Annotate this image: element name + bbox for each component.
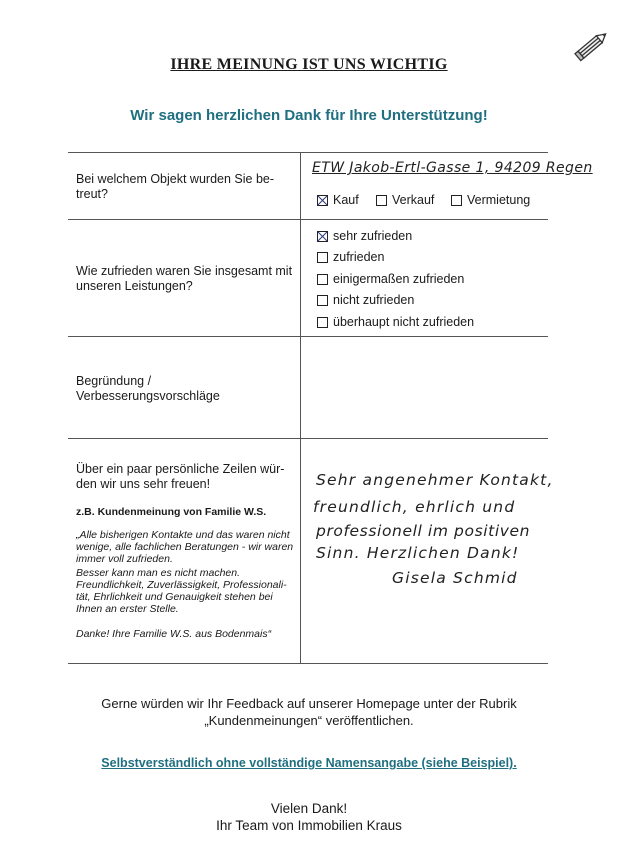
row-divider (68, 219, 548, 220)
option-vermietung[interactable] (451, 193, 530, 207)
checkbox-checked[interactable] (317, 195, 328, 206)
option-label: überhaupt nicht zufrieden (333, 315, 475, 329)
option-zufrieden[interactable] (317, 250, 384, 264)
handwritten-line: freundlich, ehrlich und (313, 498, 516, 516)
example-heading: z.B. Kundenmeinung von Familie W.S. (76, 506, 267, 518)
handwritten-signature: Gisela Schmid (392, 569, 518, 587)
option-einigermassen-zufrieden[interactable] (317, 272, 464, 286)
question-personal-lines: Über ein paar persönliche Zeilen wür-den wir uns sehr freuen! (76, 462, 285, 491)
option-label: Vermietung (467, 193, 531, 207)
example-text: Besser kann man es nicht machen. (76, 567, 241, 579)
handwritten-line: Sehr angenehmer Kontakt, (316, 471, 554, 489)
pencil-icon (570, 24, 614, 68)
table-border-bottom (68, 663, 548, 664)
reasoning-answer-area[interactable] (304, 340, 546, 434)
page-title: IHRE MEINUNG IST UNS WICHTIG (170, 56, 448, 73)
question-reasoning: Begründung / Verbesserungsvorschläge (76, 374, 220, 403)
option-label: sehr zufrieden (333, 229, 413, 243)
subtitle: Wir sagen herzlichen Dank für Ihre Unterstützung! (130, 107, 488, 124)
option-label: nicht zufrieden (333, 293, 415, 307)
checkbox[interactable] (376, 195, 387, 206)
row-divider (68, 336, 548, 337)
option-label: Verkauf (392, 193, 435, 207)
checkbox-checked[interactable] (317, 231, 328, 242)
option-sehr-zufrieden[interactable] (317, 229, 412, 243)
checkbox[interactable] (317, 317, 328, 328)
checkbox[interactable] (317, 252, 328, 263)
example-signoff: Danke! Ihre Familie W.S. aus Bodenmais“ (76, 628, 272, 640)
handwritten-line: professionell im positiven (316, 522, 531, 540)
anonymity-note: Selbstverständlich ohne vollständige Namensangabe (siehe Beispiel). (101, 756, 517, 770)
checkbox[interactable] (451, 195, 462, 206)
option-label: zufrieden (333, 250, 385, 264)
checkbox[interactable] (317, 295, 328, 306)
table-border-top (68, 152, 548, 153)
column-divider (300, 152, 301, 663)
feedback-line: Gerne würden wir Ihr Feedback auf unserer Homepage unter der Rubrik (101, 696, 517, 711)
example-text: „Alle bisherigen Kontakte und das waren nicht wenige, alle fachlichen Beratungen - wir waren immer voll zufrieden. (76, 529, 294, 565)
option-kauf[interactable] (317, 193, 359, 207)
option-label: Kauf (333, 193, 359, 207)
option-label: einigermaßen zufrieden (333, 272, 465, 286)
thanks-line: Vielen Dank! (270, 801, 348, 816)
handwritten-object-address: ETW Jakob-Ertl-Gasse 1, 94209 Regen (312, 160, 593, 176)
example-text: Freundlichkeit, Zuverlässigkeit, Professionali-tät, Ehrlichkeit und Genauigkeit stehen bei Ihnen an erster Stelle. (76, 579, 287, 615)
question-object: Bei welchem Objekt wurden Sie be-treut? (76, 172, 275, 201)
checkbox[interactable] (317, 274, 328, 285)
closing-thanks (0, 800, 618, 834)
handwritten-line: Sinn. Herzlichen Dank! (316, 544, 520, 562)
question-satisfaction: Wie zufrieden waren Sie insgesamt mit unseren Leistungen? (76, 264, 293, 293)
option-verkauf[interactable] (376, 193, 434, 207)
feedback-text (0, 695, 618, 729)
row-divider (68, 438, 548, 439)
feedback-line: „Kundenmeinungen“ veröffentlichen. (204, 713, 414, 728)
option-ueberhaupt-nicht-zufrieden[interactable] (317, 315, 474, 329)
option-nicht-zufrieden[interactable] (317, 293, 414, 307)
team-signature: Ihr Team von Immobilien Kraus (216, 818, 402, 833)
